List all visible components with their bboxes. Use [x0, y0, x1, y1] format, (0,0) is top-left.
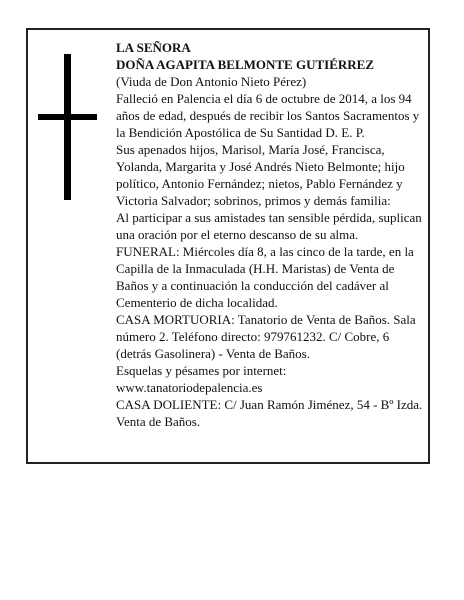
notice-heading: LA SEÑORA: [116, 40, 191, 55]
mortuary-paragraph: CASA MORTUORIA: Tanatorio de Venta de Baños. Sala número 2. Teléfono directo: 979761232. C/ Cobre, 6 (detrás Gasolinera) - Venta de Baños.: [116, 312, 416, 361]
cross-icon: [38, 54, 102, 200]
home-paragraph: CASA DOLIENTE: C/ Juan Ramón Jiménez, 54 - Bº Izda. Venta de Baños.: [116, 397, 423, 429]
cross-vertical-bar: [64, 54, 71, 200]
widow-line: (Viuda de Don Antonio Nieto Pérez): [116, 74, 307, 89]
deceased-name: DOÑA AGAPITA BELMONTE GUTIÉRREZ: [116, 57, 375, 72]
internet-url: www.tanatoriodepalencia.es: [116, 380, 263, 395]
cross-horizontal-bar: [38, 114, 97, 120]
request-paragraph: Al participar a sus amistades tan sensible pérdida, suplican una oración por el eterno descanso de su alma.: [116, 210, 422, 242]
death-paragraph: Falleció en Palencia el día 6 de octubre de 2014, a los 94 años de edad, después de recibir los Santos Sacramentos y la Bendición Apostólica de Su Santidad D. E. P.: [116, 91, 420, 140]
family-paragraph: Sus apenados hijos, Marisol, María José, Francisca, Yolanda, Margarita y José Andrés Nieto Belmonte; hijo político, Antonio Fernández; nietos, Pablo Fernández y Victoria Salvador; sobrinos, primos y demás familia:: [116, 142, 405, 208]
obituary-notice: [26, 28, 430, 464]
notice-text: [116, 39, 424, 430]
internet-line: Esquelas y pésames por internet:: [116, 363, 287, 378]
funeral-paragraph: FUNERAL: Miércoles día 8, a las cinco de la tarde, en la Capilla de la Inmaculada (H.H. Maristas) de Venta de Baños y a continuación la conducción del cadáver al Cementerio de dicha localidad.: [116, 244, 414, 310]
